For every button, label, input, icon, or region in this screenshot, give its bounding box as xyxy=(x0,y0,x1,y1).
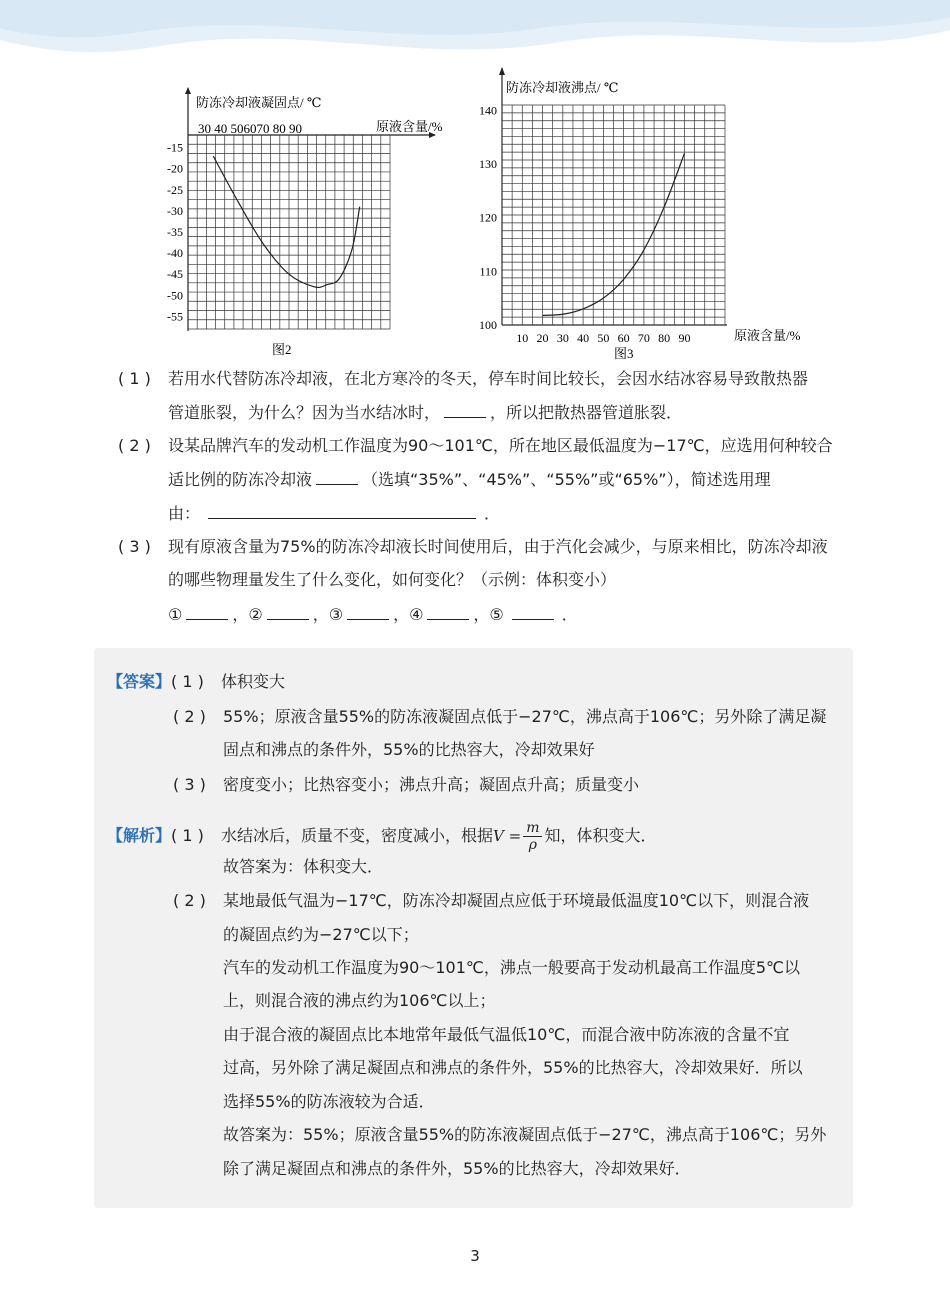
analysis-2-number: ( 2 ) xyxy=(173,891,206,910)
q3-end: ． xyxy=(561,605,578,624)
fig2-caption: 图2 xyxy=(272,342,292,357)
q3-choice-4-label: ，④ xyxy=(393,605,424,624)
formula-lhs: V = xyxy=(493,827,522,845)
fig2-y-ticks xyxy=(167,141,183,324)
q1-text-2a: 管道胀裂，为什么？因为当水结冰时， xyxy=(168,403,441,422)
fig3-x-tick-label: 50 xyxy=(597,331,610,345)
q2-ratio-blank[interactable] xyxy=(316,470,358,485)
analysis-tag: 【解析】 xyxy=(107,826,172,845)
analysis-2-text-5: 过高，另外除了满足凝固点和沸点的条件外，55%的比热容大，冷却效果好．所以 xyxy=(223,1058,803,1077)
figure-3-svg xyxy=(472,66,822,366)
analysis-line-6 xyxy=(223,991,496,1011)
analysis-line-1 xyxy=(107,820,657,853)
fig2-y-tick-label: -25 xyxy=(167,182,183,197)
answer-panel xyxy=(94,648,853,1208)
q1-line1 xyxy=(118,369,808,389)
fig3-xlabel: 原液含量/% xyxy=(734,328,801,343)
figure-2-svg xyxy=(150,86,460,366)
analysis-2-text-1: 的凝固点约为−27℃以下； xyxy=(223,925,419,944)
q1-text-1: 若用水代替防冻冷却液，在北方寒冷的冬天，停车时间比较长，会因水结冰容易导致散热器 xyxy=(168,369,809,388)
answer-3-number: ( 3 ) xyxy=(173,775,206,794)
analysis-line-2 xyxy=(223,857,383,877)
analysis-line-5 xyxy=(223,958,800,978)
analysis-2-text-3: 上，则混合液的沸点约为106℃以上； xyxy=(223,991,496,1010)
answer-line-2 xyxy=(173,707,826,727)
fig3-x-tick-label: 70 xyxy=(637,331,650,345)
q2-text-3b: ． xyxy=(484,504,501,523)
analysis-1-number: ( 1 ) xyxy=(171,826,204,845)
answer-1-text: 体积变大 xyxy=(221,672,286,691)
q2-line3 xyxy=(168,504,500,524)
q2-text-1: 设某品牌汽车的发动机工作温度为90～101℃，所在地区最低温度为−17℃，应选用何种较合 xyxy=(168,436,833,455)
fig2-y-tick-label: -35 xyxy=(167,225,183,239)
analysis-2-text-4: 由于混合液的凝固点比本地常年最低气温低10℃，而混合液中防冻液的含量不宜 xyxy=(223,1025,790,1044)
fig3-y-tick-label: 120 xyxy=(479,210,497,225)
figure-3-boiling-point-chart xyxy=(472,66,822,366)
analysis-1-text-2: 故答案为：体积变大． xyxy=(223,857,384,876)
fig3-x-tick-label: 40 xyxy=(577,331,590,345)
answer-line-3 xyxy=(223,740,595,760)
q2-text-2a: 适比例的防冻冷却液 xyxy=(168,470,313,489)
analysis-line-9 xyxy=(223,1092,435,1112)
answer-3-text: 密度变小；比热容变小；沸点升高；凝固点升高；质量变小 xyxy=(223,775,640,794)
figure-2-freezing-point-chart xyxy=(150,86,460,366)
analysis-line-3 xyxy=(173,891,809,911)
fig2-y-tick-label: -40 xyxy=(167,246,183,261)
fig2-y-tick-label: -50 xyxy=(167,288,183,303)
answer-2-text-2: 固点和沸点的条件外，55%的比热容大，冷却效果好 xyxy=(223,740,595,759)
q3-text-2: 的哪些物理量发生了什么变化，如何变化？（示例：体积变小） xyxy=(168,570,617,589)
q3-blank-4[interactable] xyxy=(427,605,469,620)
q2-number: ( 2 ) xyxy=(118,436,151,455)
analysis-2-text-2: 汽车的发动机工作温度为90～101℃，沸点一般要高于发动机最高工作温度5℃以 xyxy=(223,958,801,977)
fig3-x-tick-label: 10 xyxy=(516,331,529,345)
fig3-y-arrow xyxy=(499,67,505,75)
analysis-line-4 xyxy=(223,925,419,945)
fig3-x-tick-label: 90 xyxy=(678,331,691,345)
fig2-y-tick-label: -45 xyxy=(167,267,183,282)
q3-number: ( 3 ) xyxy=(118,537,151,556)
q3-blank-5[interactable] xyxy=(512,605,554,620)
fig2-x-tick-labels: 30 40 506070 80 90 xyxy=(198,121,302,136)
q3-line1 xyxy=(118,537,828,557)
analysis-2-text-8: 除了满足凝固点和沸点的条件外，55%的比热容大，冷却效果好． xyxy=(223,1159,691,1178)
fig2-y-tick-label: -15 xyxy=(167,140,183,155)
formula-fraction xyxy=(523,820,542,853)
q3-choice-1-label: ① xyxy=(168,605,183,624)
fig3-x-tick-label: 80 xyxy=(658,331,671,345)
analysis-2-text-0: 某地最低气温为−17℃，防冻冷却凝固点应低于环境最低温度10℃以下，则混合液 xyxy=(223,891,810,910)
fig3-x-tick-label: 30 xyxy=(556,331,569,345)
fig3-x-tick-label: 20 xyxy=(536,331,549,345)
formula-numerator: m xyxy=(523,820,542,837)
q3-blank-2[interactable] xyxy=(267,605,309,620)
fig3-y-tick-label: 110 xyxy=(479,264,497,279)
q1-number: ( 1 ) xyxy=(118,369,151,388)
q3-text-1: 现有原液含量为75%的防冻冷却液长时间使用后，由于汽化会减少，与原来相比，防冻冷却液 xyxy=(168,537,828,556)
q3-blank-1[interactable] xyxy=(186,605,228,620)
answer-2-text-1: 55%；原液含量55%的防冻液凝固点低于−27℃，沸点高于106℃；另外除了满足凝 xyxy=(223,707,827,726)
fig3-title: 防冻冷却液沸点/ ℃ xyxy=(506,80,619,95)
q2-line1 xyxy=(118,436,833,456)
fig2-y-tick-label: -20 xyxy=(167,161,183,176)
q3-blank-3[interactable] xyxy=(347,605,389,620)
analysis-line-8 xyxy=(223,1058,803,1078)
fig3-y-tick-label: 140 xyxy=(479,103,497,118)
answer-1-number: ( 1 ) xyxy=(171,672,204,691)
answer-line-4 xyxy=(173,775,639,795)
fig3-x-tick-label: 60 xyxy=(617,331,630,345)
formula-denominator: ρ xyxy=(528,837,537,853)
q1-line2 xyxy=(168,403,682,423)
q3-choice-5-label: ，⑤ xyxy=(473,605,504,624)
fig3-y-ticks xyxy=(479,103,497,332)
fig2-xlabel: 原液含量/% xyxy=(376,119,443,134)
analysis-1-text-b: 知，体积变大． xyxy=(544,826,657,845)
analysis-line-11 xyxy=(223,1159,691,1179)
q3-line2 xyxy=(168,570,616,590)
answer-2-number: ( 2 ) xyxy=(173,707,206,726)
fig2-y-arrow xyxy=(185,87,191,94)
page-number: 3 xyxy=(470,1247,480,1265)
analysis-1-text-a: 水结冰后，质量不变，密度减小，根据 xyxy=(221,826,494,845)
q1-answer-blank[interactable] xyxy=(444,403,486,418)
answer-line-1 xyxy=(107,672,285,692)
answer-tag: 【答案】 xyxy=(107,672,172,691)
fig2-y-tick-label: -30 xyxy=(167,203,183,218)
fig3-y-tick-label: 100 xyxy=(479,318,497,332)
q3-choice-2-label: ，② xyxy=(232,605,263,624)
q2-line2 xyxy=(168,470,771,490)
fig3-x-ticks xyxy=(516,331,690,345)
fig2-title: 防冻冷却液凝固点/ ℃ xyxy=(196,95,322,110)
q2-text-2b: （选填“35%”、“45%”、“55%”或“65%”），简述选用理 xyxy=(362,470,771,489)
q3-choice-3-label: ，③ xyxy=(312,605,344,624)
analysis-line-7 xyxy=(223,1025,789,1045)
header-wave-decoration xyxy=(0,0,950,70)
q1-text-2b: ，所以把散热器管道胀裂． xyxy=(490,403,683,422)
analysis-2-text-7: 故答案为：55%；原液含量55%的防冻液凝固点低于−27℃，沸点高于106℃；另外 xyxy=(223,1125,827,1144)
fig3-caption: 图3 xyxy=(614,346,634,361)
q2-text-3a: 由： xyxy=(168,504,201,523)
fig3-grid xyxy=(499,67,727,325)
q2-reason-blank[interactable] xyxy=(208,504,476,519)
analysis-2-text-6: 选择55%的防冻液较为合适． xyxy=(223,1092,435,1111)
fig2-y-tick-label: -55 xyxy=(167,309,183,324)
analysis-line-10 xyxy=(223,1125,826,1145)
q3-line3 xyxy=(168,605,578,625)
fig2-freezing-curve xyxy=(213,156,359,287)
fig3-y-tick-label: 130 xyxy=(479,157,497,172)
